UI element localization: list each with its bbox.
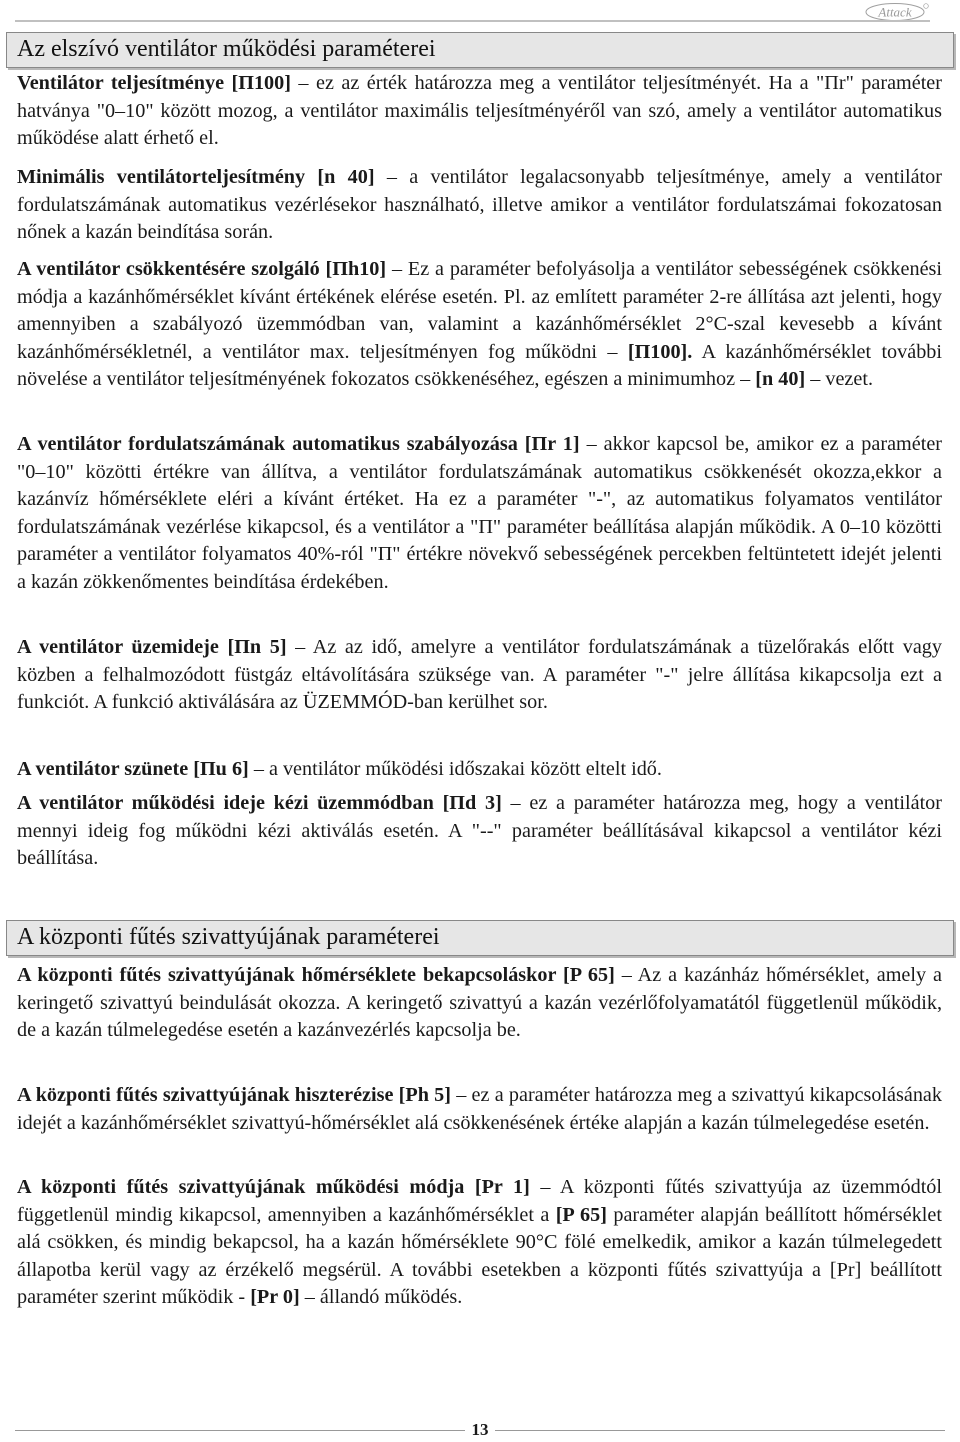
paragraph-fan-runtime: A ventilátor üzemideje [Пn 5] – Az az idő, amelyre a ventilátor fordulatszámának a tüzelőrakás előtt vagy közben a felhalmozódott füstgáz eltávolítására szüksége van. A paraméter "-" jelre állítása kikapcsolja ezt a funkciót. A funkció aktiválására az ÜZEMMÓD-ban kerülhet sor.: [17, 636, 942, 714]
param-name: A központi fűtés szivattyújának működési módja [Pr 1]: [17, 1176, 530, 1198]
page-number: 13: [471, 1420, 489, 1439]
paragraph-fan-auto-regulation: A ventilátor fordulatszámának automatikus szabályozása [Пr 1] – akkor kapcsol be, amikor ez a paraméter "0–10" közötti értékre van állítva, a ventilátor fordulatszámának automatikus csökkenését okozza,ekkor a kazánvíz hőmérséklete eléri a kívánt értéket. Ha ez a paraméter "-", az automatikus folyamatos ventilátor fordulatszámának vezérlése kikapcsol, és a ventilátor a "П" paraméter beállítása alapján működik. A 0–10 közötti paraméter a ventilátor folyamatos 40%-ról "П" értékre növekvő sebességének percekben feltüntetett idejét jelenti a kazán zökkenőmentes beindítása érdekében.: [17, 433, 942, 593]
section-heading-pump: [6, 920, 954, 956]
section-heading-fan: [6, 32, 954, 68]
paragraph-fan-reduction: A ventilátor csökkentésére szolgáló [Пh10] – Ez a paraméter befolyásolja a ventilátor sebességének csökkenési módja a kazánhőmérséklet kívánt értékének elérése esetén. Pl. az említett paraméter 2-re állítása azt jelenti, hogy amennyiben a szabályozó üzemmódban van, valamint a kazánhőmérséklet 2°C-szal kevesebb a kívánt kazánhőmérsékletnél, a ventilátor max. teljesítményen fog működni – [П100]. A kazánhőmérséklet további növelése a ventilátor teljesítményének fokozatos csökkenéséhez, egészen a minimumhoz – [n 40] – vezet.: [17, 258, 942, 391]
param-name: A ventilátor fordulatszámának automatikus szabályozása [Пr 1]: [17, 433, 580, 455]
paragraph-fan-pause: A ventilátor szünete [Пu 6] – a ventilátor működési időszakai között eltelt idő.: [17, 758, 662, 780]
paragraph-fan-power: Ventilátor teljesítménye [П100] – ez az érték határozza meg a ventilátor teljesítményét. Ha a "Пr" paraméter hatványa "0–10" között mozog, a ventilátor maximális teljesítményéről van szó, amely a ventilátor automatikus működése alatt érhető el.: [17, 72, 942, 150]
paragraph-fan-manual-time: A ventilátor működési ideje kézi üzemmódban [Пd 3] – ez a paraméter határozza meg, hogy a ventilátor mennyi ideig fog működni kézi aktiválás esetén. A "--" paraméter beállításával kikapcsol a ventilátor kézi beállítása.: [17, 792, 943, 870]
attack-logo: [864, 2, 930, 22]
param-name: A ventilátor működési ideje kézi üzemmódban [Пd 3]: [17, 792, 502, 814]
param-name: Minimális ventilátorteljesítmény [n 40]: [17, 166, 375, 188]
param-name: A ventilátor szünete [Пu 6]: [17, 758, 249, 780]
logo-text: Attack: [878, 4, 912, 20]
paragraph-pump-hysteresis: A központi fűtés szivattyújának hiszterézise [Ph 5] – ez a paraméter határozza meg a szivattyú kikapcsolásának idejét a kazánhőmérséklet szivattyú-hőmérséklet alá csökkenésének értéke alapján a kazán túlmelegedése esetén.: [17, 1084, 942, 1134]
param-name: Ventilátor teljesítménye [П100]: [17, 72, 291, 94]
paragraph-pump-mode: A központi fűtés szivattyújának működési módja [Pr 1] – A központi fűtés szivattyúja az üzemmódtól függetlenül mindig kikapcsol, amennyiben a kazánhőmérséklet a [P 65] paraméter alapján beállított hőmérséklet alá csökken, és mindig bekapcsol, ha a kazán hőmérséklete 90°C fölé emelkedik, amikor a kazán túlmelegedett állapotba kerül vagy az érzékelő megsérül. A további esetekben a központi fűtés szivattyúja a [Pr] beállított paraméter szerint működik - [Pr 0] – állandó működés.: [17, 1176, 943, 1309]
header-rule: [15, 20, 930, 22]
param-name: A ventilátor üzemideje [Пn 5]: [17, 636, 287, 658]
param-name: A ventilátor csökkentésére szolgáló [Пh10]: [17, 258, 387, 280]
paragraph-pump-start-temp: A központi fűtés szivattyújának hőmérséklete bekapcsoláskor [P 65] – Az a kazánház hőmérséklet, amely a keringető szivattyú beindulását okozza. A keringető szivattyú a kazán vezérlőfolyamatától függetlenül működik, de a kazán túlmelegedése esetén a kazánvezérlés kapcsolja be.: [17, 964, 942, 1042]
param-name: A központi fűtés szivattyújának hőmérséklete bekapcsoláskor [P 65]: [17, 964, 615, 986]
section-title: Az elszívó ventilátor működési paraméterei: [17, 36, 436, 62]
paragraph-min-fan-power: Minimális ventilátorteljesítmény [n 40] – a ventilátor legalacsonyabb teljesítménye, amely a ventilátor fordulatszámának automatikus vezérlésekor használható, illetve amikor a ventilátor fordulatszámai fokozatosan nőnek a kazán beindítása során.: [17, 166, 942, 244]
section-title: A központi fűtés szivattyújának paraméterei: [17, 924, 440, 950]
param-name: A központi fűtés szivattyújának hiszterézise [Ph 5]: [17, 1084, 451, 1106]
